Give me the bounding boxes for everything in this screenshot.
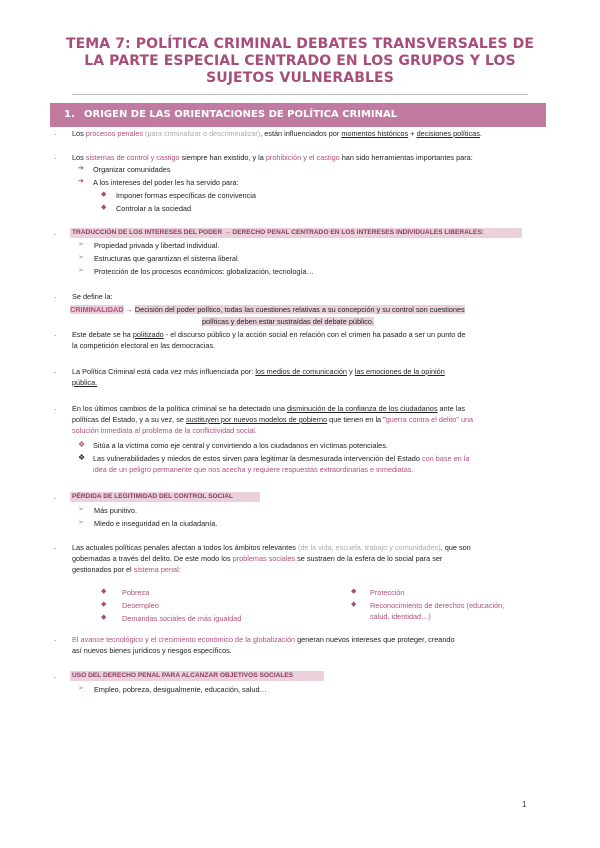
- diamond-icon: ◆: [101, 601, 107, 608]
- highlight-text: con base en la: [421, 454, 470, 463]
- title-line-2: LA PARTE ESPECIAL CENTRADO EN LOS GRUPOS Y LOS: [84, 53, 516, 69]
- bullet-dot: .: [54, 366, 57, 375]
- highlight-text: idea de un peligro permanente que nos acecha y requiere respuestas extraordinarias e inmediatas.: [93, 465, 414, 474]
- problem-item: Protección: [370, 588, 405, 597]
- text: .: [479, 129, 482, 138]
- star-bullet-icon: ❖: [78, 453, 86, 462]
- arrow-text: →: [123, 305, 135, 314]
- bullet-dot: .: [54, 542, 57, 551]
- text: Reconocimiento de derechos (educación,: [370, 601, 505, 610]
- bullet-dot: .: [54, 291, 57, 300]
- text: han sido herramientas importantes para:: [339, 153, 473, 162]
- aside-text: (de la vida, escuela, trabajo y comunidades): [297, 543, 441, 552]
- text: políticas del Estado, y a su vez, se: [72, 415, 186, 424]
- aside-text: (para criminalizar o descriminalizar): [143, 129, 261, 138]
- bullet-dot: .: [54, 128, 57, 137]
- underlined-text: sustituyen por nuevos modelos de gobierno: [185, 415, 328, 424]
- page-number: 1: [522, 800, 527, 809]
- bullet-dot: .: [54, 403, 57, 412]
- section-title: ORIGEN DE LAS ORIENTACIONES DE POLÍTICA CRIMINAL: [84, 109, 398, 120]
- text: se sustraen de la esfera de lo social para ser: [295, 554, 443, 563]
- problem-item: Pobreza: [122, 588, 150, 597]
- text: Los: [72, 153, 86, 162]
- text: , que son: [440, 543, 471, 552]
- criminalidad-term: CRIMINALIDAD: [70, 305, 124, 314]
- underlined-text: los medios de comunicación: [255, 367, 347, 376]
- diamond-icon: ◆: [101, 588, 107, 595]
- highlight-text: problemas sociales: [232, 554, 296, 563]
- underlined-text: decisiones políticas: [416, 129, 480, 138]
- sublist-item: Organizar comunidades: [93, 165, 171, 174]
- highlight-text: prohibición y el castigo: [265, 153, 340, 162]
- section-number: 1.: [64, 109, 75, 120]
- text: La Política Criminal está cada vez más influenciada por:: [72, 367, 256, 376]
- star-bullet-icon: ❖: [78, 440, 86, 449]
- highlight-text: procesos penales: [85, 129, 143, 138]
- title-line-3: SUJETOS VULNERABLES: [206, 70, 394, 86]
- caret-icon: ➢: [78, 254, 84, 261]
- text: gestionados por el: [72, 565, 134, 574]
- diamond-icon: ◆: [101, 191, 107, 198]
- heading-uso-derecho: USO DEL DERECHO PENAL PARA ALCANZAR OBJETIVOS SOCIALES: [72, 672, 294, 679]
- problem-item: [370, 600, 550, 622]
- paragraph-se-define: Se define la:: [72, 292, 113, 301]
- text: que tienen en la ": [327, 415, 386, 424]
- paragraph-politicas-penales: [72, 542, 550, 575]
- underlined-text: momentos históricos: [341, 129, 409, 138]
- bullet-dot: .: [54, 634, 57, 643]
- sublist-item: A los intereses del poder les ha servido para:: [93, 178, 239, 187]
- text: Las vulnerabilidades y miedos de estos sirven para legitimar la desmesurada intervención del Estado: [93, 454, 422, 463]
- sublist-item: Controlar a la sociedad: [116, 204, 192, 213]
- text: , están influenciados por: [260, 129, 342, 138]
- text: así nuevos bienes jurídicos y riesgos específicos.: [72, 646, 232, 655]
- heading-perdida: PÉRDIDA DE LEGITIMIDAD DEL CONTROL SOCIAL: [72, 493, 234, 500]
- title-line-1: TEMA 7: POLÍTICA CRIMINAL DEBATES TRANSVERSALES DE: [65, 36, 535, 52]
- caret-icon: ➢: [78, 506, 84, 513]
- text: siempre han existido, y la: [179, 153, 266, 162]
- underlined-text: disminución de la confianza de los ciudadanos: [286, 404, 438, 413]
- definition-continued: [202, 316, 374, 327]
- definition-text: Decisión del poder político, todas las cuestiones relativas a su concepción y su control son cuestiones: [134, 305, 465, 314]
- list-item: Empleo, pobreza, desigualmente, educación, salud…: [94, 685, 267, 694]
- sublist-item: [93, 453, 553, 475]
- heading-traduccion: TRADUCCIÓN DE LOS INTERESES DEL PODER → DERECHO PENAL CENTRADO EN LOS INTERESES INDIVIDUALES LIBERALES:: [72, 229, 484, 236]
- caret-icon: ➢: [78, 241, 84, 248]
- bullet-dot: .: [54, 329, 57, 338]
- caret-icon: ➢: [78, 519, 84, 526]
- list-item: Protección de los procesos económicos: globalización, tecnología…: [94, 267, 314, 276]
- text: la competición electoral en las democracias.: [72, 341, 216, 350]
- bullet-dot: .: [54, 492, 57, 501]
- diamond-icon: ◆: [101, 614, 107, 621]
- text: +: [408, 129, 417, 138]
- sublist-item: Sitúa a la víctima como eje central y convirtiendo a los ciudadanos en víctimas potenciales.: [93, 441, 388, 450]
- paragraph-politica-criminal: [72, 366, 550, 388]
- text: generan nuevos intereses que proteger, creando: [295, 635, 455, 644]
- problem-item: Demandas sociales de más igualdad: [122, 614, 242, 623]
- diamond-icon: ◆: [351, 601, 357, 608]
- section-heading-bar: [50, 103, 546, 127]
- highlight-text: El avance tecnológico y el crecimiento económico de la globalización: [72, 635, 296, 644]
- arrow-icon: ➜: [78, 178, 84, 185]
- highlight-text: sistemas de control y castigo: [85, 153, 180, 162]
- text: - el discurso público y la acción social en relación con el crimen ha pasado a ser un punto de: [163, 330, 466, 339]
- text: En los últimos cambios de la política criminal se ha detectado una: [72, 404, 287, 413]
- document-title: [60, 36, 540, 87]
- definition-text: políticas y deben estar sustraídas del debate público.: [202, 317, 374, 326]
- text: Los: [72, 129, 86, 138]
- underlined-text: las emociones de la opinión: [354, 367, 445, 376]
- caret-icon: ➢: [78, 685, 84, 692]
- bullet-dot: .: [54, 228, 57, 237]
- text: Las actuales políticas penales afectan a todos los ámbitos relevantes: [72, 543, 298, 552]
- criminalidad-definition: [70, 304, 548, 315]
- caret-icon: ➢: [78, 267, 84, 274]
- list-item: Miedo e inseguridad en la ciudadanía.: [94, 519, 218, 528]
- diamond-icon: ◆: [101, 204, 107, 211]
- problem-item: Desempleo: [122, 601, 159, 610]
- title-divider: [72, 94, 528, 95]
- underlined-text: pública.: [72, 378, 98, 387]
- paragraph-ultimos-cambios: [72, 403, 550, 436]
- paragraph-sistemas-control: [72, 152, 550, 163]
- highlight-text: sistema penal:: [133, 565, 181, 574]
- bullet-dot: .: [54, 671, 57, 680]
- highlight-text: solución inmediata al problema de la conflictividad social.: [72, 426, 257, 435]
- highlight-text: guerra contra el delito" una: [385, 415, 474, 424]
- bullet-dot: .: [54, 152, 57, 161]
- text: Este debate se ha: [72, 330, 133, 339]
- text: ante las: [437, 404, 466, 413]
- paragraph-politizado: [72, 329, 550, 351]
- text: y: [347, 367, 355, 376]
- paragraph-procesos-penales: [72, 128, 550, 139]
- text: salud, identidad…): [370, 612, 431, 621]
- paragraph-avance-tecnologico: [72, 634, 550, 656]
- arrow-icon: ➜: [78, 165, 84, 172]
- list-item: Más punitivo.: [94, 506, 137, 515]
- list-item: Estructuras que garantizan el sistema liberal.: [94, 254, 240, 263]
- sublist-item: Imponer formas específicas de convivencia: [116, 191, 256, 200]
- list-item: Propiedad privada y libertad individual.: [94, 241, 220, 250]
- text: gobernadas a través del delito. De este modo los: [72, 554, 233, 563]
- underlined-text: politizado: [132, 330, 164, 339]
- diamond-icon: ◆: [351, 588, 357, 595]
